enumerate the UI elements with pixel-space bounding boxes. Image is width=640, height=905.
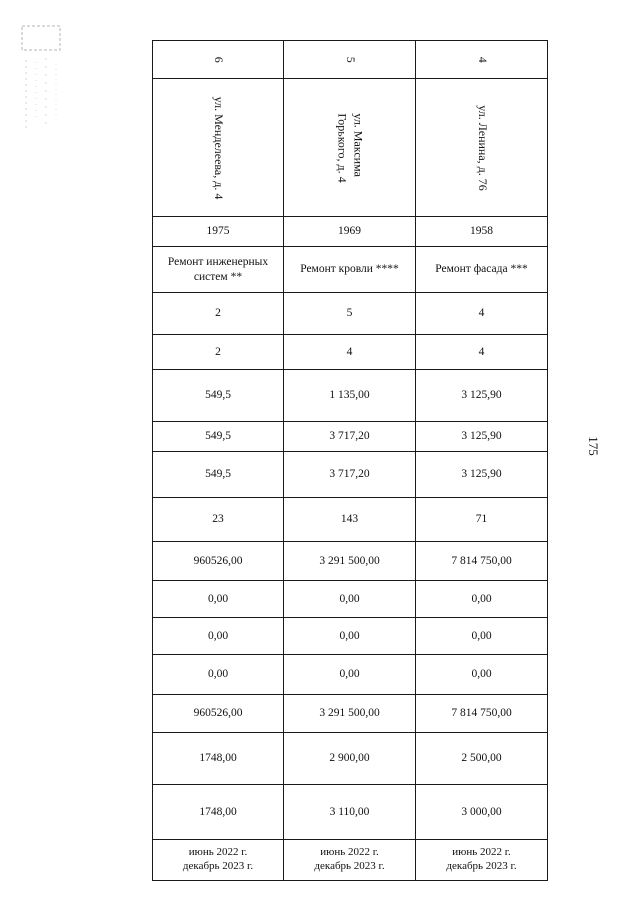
- work-type-cell: Ремонт инженерных систем **: [153, 247, 284, 293]
- year-cell: 1958: [416, 217, 548, 247]
- work-type-cell: Ремонт фасада ***: [416, 247, 548, 293]
- cost-cell: 0,00: [284, 581, 416, 618]
- table-row-area-2: [153, 422, 548, 452]
- table-row-year: [153, 217, 548, 247]
- period-start: июнь 2022 г.: [188, 846, 248, 859]
- value-cell: 4: [416, 335, 548, 370]
- table-row-unit-cost-2: [153, 785, 548, 840]
- unit-cost-cell: 2 500,00: [416, 733, 548, 785]
- cost-cell: 3 291 500,00: [284, 695, 416, 733]
- area-cell: 1 135,00: [284, 370, 416, 422]
- area-cell: 3 125,90: [416, 422, 548, 452]
- area-cell: 3 717,20: [284, 422, 416, 452]
- work-type-cell: Ремонт кровли ****: [284, 247, 416, 293]
- table-row-value-b: [153, 335, 548, 370]
- value-cell: 2: [153, 335, 284, 370]
- area-cell: 549,5: [153, 422, 284, 452]
- area-cell: 3 125,90: [416, 370, 548, 422]
- unit-cost-cell: 1748,00: [153, 785, 284, 840]
- table-row-residents: [153, 498, 548, 542]
- address-line: Горького, д. 4: [335, 112, 350, 183]
- table-row-cost-total-2: [153, 695, 548, 733]
- column-number: 6: [153, 41, 284, 79]
- cost-cell: 0,00: [416, 655, 548, 695]
- table-row-cost-x1: [153, 581, 548, 618]
- year-cell: 1969: [284, 217, 416, 247]
- address-line: ул. Ленина, д. 76: [475, 104, 490, 191]
- table-row-address: [153, 79, 548, 217]
- period-cell: [284, 840, 416, 881]
- value-cell: 4: [284, 335, 416, 370]
- period-start: июнь 2022 г.: [320, 846, 379, 859]
- page-number: 175: [585, 436, 601, 456]
- cost-cell: 0,00: [153, 581, 284, 618]
- value-cell: 5: [284, 293, 416, 335]
- cost-cell: 7 814 750,00: [416, 695, 548, 733]
- period-start: июнь 2022 г.: [452, 846, 511, 859]
- area-cell: 549,5: [153, 370, 284, 422]
- address-cell: [284, 79, 416, 217]
- cost-cell: 3 291 500,00: [284, 542, 416, 581]
- cost-cell: 0,00: [416, 581, 548, 618]
- address-line: ул. Менделеева, д. 4: [211, 96, 226, 199]
- unit-cost-cell: 3 000,00: [416, 785, 548, 840]
- residents-cell: 71: [416, 498, 548, 542]
- unit-cost-cell: 1748,00: [153, 733, 284, 785]
- period-cell: [416, 840, 548, 881]
- table-row-value-a: [153, 293, 548, 335]
- cost-cell: 960526,00: [153, 542, 284, 581]
- area-cell: 549,5: [153, 452, 284, 498]
- unit-cost-cell: 2 900,00: [284, 733, 416, 785]
- cost-cell: 0,00: [416, 618, 548, 655]
- year-cell: 1975: [153, 217, 284, 247]
- cost-cell: 7 814 750,00: [416, 542, 548, 581]
- cost-cell: 0,00: [153, 618, 284, 655]
- table-row-unit-cost-1: [153, 733, 548, 785]
- table-row-cost-total: [153, 542, 548, 581]
- period-end: декабрь 2023 г.: [446, 860, 517, 872]
- cost-cell: 0,00: [153, 655, 284, 695]
- residents-cell: 143: [284, 498, 416, 542]
- cost-cell: 0,00: [284, 618, 416, 655]
- column-number: 4: [416, 41, 548, 79]
- address-cell: [416, 79, 548, 217]
- residents-cell: 23: [153, 498, 284, 542]
- table-row-cost-x3: [153, 655, 548, 695]
- address-line: ул. Максима: [351, 112, 366, 177]
- table-row-period: [153, 840, 548, 881]
- stamp-mark: [18, 22, 64, 134]
- cost-cell: 0,00: [284, 655, 416, 695]
- cost-cell: 960526,00: [153, 695, 284, 733]
- unit-cost-cell: 3 110,00: [284, 785, 416, 840]
- table-row-area-3: [153, 452, 548, 498]
- column-number: 5: [284, 41, 416, 79]
- period-end: декабрь 2023 г.: [314, 860, 385, 872]
- area-cell: 3 125,90: [416, 452, 548, 498]
- table-row-cost-x2: [153, 618, 548, 655]
- area-cell: 3 717,20: [284, 452, 416, 498]
- address-cell: [153, 79, 284, 217]
- period-cell: [153, 840, 284, 881]
- value-cell: 4: [416, 293, 548, 335]
- housing-repair-table: [152, 40, 548, 881]
- table-row-work-type: [153, 247, 548, 293]
- table-row-area-1: [153, 370, 548, 422]
- period-end: декабрь 2023 г.: [182, 860, 254, 872]
- value-cell: 2: [153, 293, 284, 335]
- table-row-numbers: [153, 41, 548, 79]
